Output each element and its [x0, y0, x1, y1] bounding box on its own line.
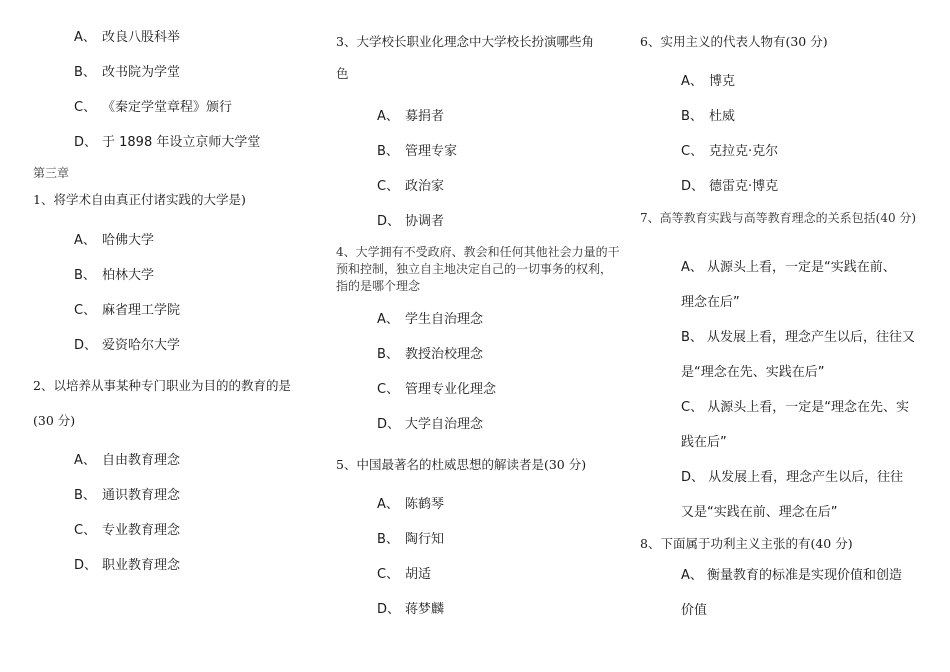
option-letter: C、	[377, 179, 400, 194]
option-letter: C、	[377, 382, 400, 397]
option-d	[377, 214, 444, 230]
option-b	[74, 488, 180, 504]
option-letter: A、	[74, 233, 96, 248]
option-text: 改良八股科举	[102, 30, 181, 45]
option-text: 柏林大学	[102, 268, 155, 283]
option-letter: D、	[74, 338, 98, 353]
option-b	[681, 109, 735, 125]
option-a	[74, 30, 180, 46]
option-c	[74, 523, 180, 539]
option-c	[74, 100, 232, 116]
question-4: 4、大学拥有不受政府、教会和任何其他社会力量的干预和控制，独立自主地决定自己的一切事务的权利，指的是哪个理念	[336, 245, 620, 293]
option-letter: D、	[377, 417, 401, 432]
option-c	[377, 567, 431, 583]
option-d: D、 从发展上看，理念产生以后，往往	[681, 470, 904, 485]
option-letter: A、	[377, 497, 399, 512]
option-a	[377, 497, 444, 513]
option-letter: A、	[377, 312, 399, 327]
option-letter: C、	[377, 567, 400, 582]
option-a-continued: 理念在后”	[681, 295, 740, 310]
question-6: 6、实用主义的代表人物有(30 分)	[640, 34, 828, 49]
option-text: 陈鹤琴	[405, 497, 445, 512]
option-text: 于 1898 年设立京师大学堂	[102, 135, 261, 150]
option-text: 陶行知	[405, 532, 445, 547]
option-letter: D、	[377, 602, 401, 617]
option-d	[681, 179, 778, 195]
column-right	[628, 0, 950, 672]
option-a	[377, 312, 483, 328]
option-a	[377, 109, 444, 125]
option-letter: C、	[681, 144, 704, 159]
option-b	[74, 65, 180, 81]
option-text: 自由教育理念	[102, 453, 181, 468]
option-text: 专业教育理念	[102, 523, 181, 538]
option-text: 管理专业化理念	[405, 382, 497, 397]
option-text: 管理专家	[405, 144, 458, 159]
question-2-score: (30 分)	[33, 413, 76, 428]
option-letter: B、	[74, 488, 96, 503]
option-letter: D、	[74, 135, 98, 150]
option-text: 大学自治理念	[405, 417, 484, 432]
option-letter: A、	[74, 30, 96, 45]
option-letter: C、	[74, 523, 97, 538]
option-d	[74, 558, 180, 574]
option-letter: A、	[681, 74, 703, 89]
option-b-continued: 是“理念在先、实践在后”	[681, 365, 825, 380]
option-text: 蒋梦麟	[405, 602, 445, 617]
option-text: 克拉克·克尔	[709, 144, 779, 159]
option-c	[74, 303, 180, 319]
option-text: 哈佛大学	[102, 233, 155, 248]
option-a: A、 从源头上看，一定是“实践在前、	[681, 260, 896, 275]
option-b	[377, 144, 457, 160]
option-text: 学生自治理念	[405, 312, 484, 327]
option-letter: A、	[377, 109, 399, 124]
option-text: 爱资哈尔大学	[102, 338, 181, 353]
option-letter: B、	[377, 532, 399, 547]
question-3: 3、大学校长职业化理念中大学校长扮演哪些角	[336, 34, 594, 49]
option-letter: B、	[74, 268, 96, 283]
option-c: C、 从源头上看，一定是“理念在先、实	[681, 400, 909, 415]
question-8: 8、下面属于功利主义主张的有(40 分)	[640, 536, 853, 551]
option-d	[377, 602, 444, 618]
option-letter: B、	[681, 109, 703, 124]
column-middle	[320, 0, 628, 672]
option-text: 德雷克·博克	[709, 179, 779, 194]
option-text: 职业教育理念	[102, 558, 181, 573]
question-7: 7、高等教育实践与高等教育理念的关系包括(40 分)	[640, 211, 917, 225]
option-d	[377, 417, 483, 433]
option-b: B、 从发展上看，理念产生以后，往往又	[681, 330, 916, 345]
option-c-continued: 践在后”	[681, 435, 727, 450]
option-text: 募捐者	[405, 109, 445, 124]
option-text: 《秦定学堂章程》颁行	[102, 100, 233, 115]
option-letter: B、	[377, 347, 399, 362]
option-a	[74, 453, 180, 469]
option-text: 杜威	[709, 109, 736, 124]
option-letter: C、	[74, 100, 97, 115]
option-text: 协调者	[405, 214, 445, 229]
column-left	[0, 0, 320, 672]
option-c	[377, 382, 496, 398]
option-a	[681, 74, 735, 90]
option-c	[377, 179, 444, 195]
option-a	[74, 233, 154, 249]
option-text: 胡适	[405, 567, 432, 582]
option-c	[681, 144, 778, 160]
option-a: A、 衡量教育的标准是实现价值和创造	[681, 568, 903, 583]
option-text: 通识教育理念	[102, 488, 181, 503]
option-letter: C、	[74, 303, 97, 318]
option-letter: A、	[74, 453, 96, 468]
option-letter: B、	[74, 65, 96, 80]
option-letter: D、	[681, 179, 705, 194]
option-text: 博克	[709, 74, 736, 89]
option-letter: D、	[377, 214, 401, 229]
option-text: 政治家	[405, 179, 445, 194]
option-d-continued: 又是“实践在前、理念在后”	[681, 505, 838, 520]
question-2: 2、以培养从事某种专门职业为目的的教育的是	[33, 378, 291, 393]
chapter-heading: 第三章	[33, 166, 70, 180]
question-1: 1、将学术自由真正付诸实践的大学是)	[33, 192, 246, 207]
option-letter: D、	[74, 558, 98, 573]
option-letter: B、	[377, 144, 399, 159]
option-a-continued: 价值	[681, 603, 708, 618]
option-b	[377, 532, 444, 548]
question-3-continued: 色	[336, 66, 349, 81]
option-text: 改书院为学堂	[102, 65, 181, 80]
option-text: 麻省理工学院	[102, 303, 181, 318]
question-5: 5、中国最著名的杜威思想的解读者是(30 分)	[336, 457, 587, 472]
option-d	[74, 338, 180, 354]
option-text: 教授治校理念	[405, 347, 484, 362]
option-d	[74, 135, 260, 151]
option-b	[74, 268, 154, 284]
option-b	[377, 347, 483, 363]
